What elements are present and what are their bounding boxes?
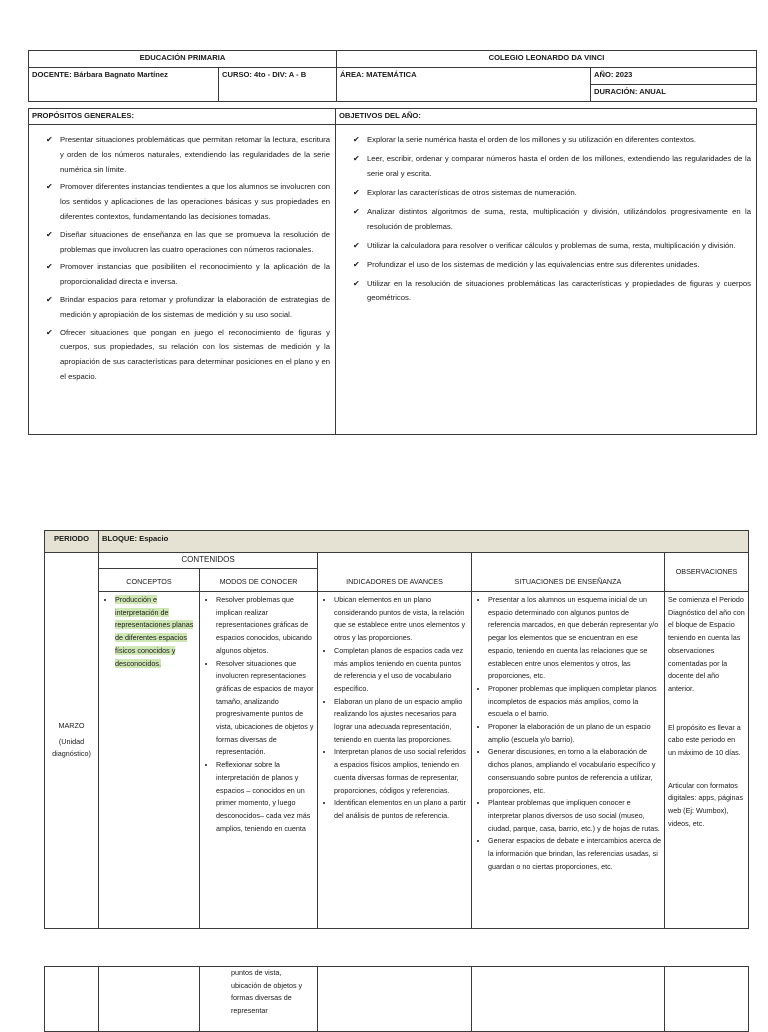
checkmark-icon: ✔ bbox=[46, 182, 53, 192]
observacion-paragraph: El propósito es llevar a cabo este periodo en un máximo de 10 días. bbox=[668, 722, 741, 758]
checkmark-icon: ✔ bbox=[353, 187, 360, 197]
objective-item bbox=[341, 258, 751, 273]
purposes-table bbox=[28, 108, 757, 435]
situacion-item-text: Presentar a los alumnos un esquema inicial de un espacio determinado con algunos puntos de referencia marcados, en que deberán representar y/o pegar los elementos que se encuentran en ese espacio, teniendo en cuenta las relaciones que se establecen entre unos elementos y otros, las proporciones, etc. bbox=[488, 595, 659, 681]
situacion-item bbox=[488, 835, 662, 873]
objective-item-text: Profundizar el uso de los sistemas de medición y las equivalencias entre sus diferentes unidades. bbox=[367, 259, 700, 269]
indicador-item bbox=[334, 797, 469, 822]
purpose-item-text: Brindar espacios para retomar y profundizar la elaboración de estrategias de medición y apropiación de los sistemas de medición y su uso social. bbox=[60, 294, 330, 319]
modo-item-text: Reflexionar sobre la interpretación de planos y espacios – conocidos en un primer momento, y luego desconocidos– cada vez más amplios, teniendo en cuenta bbox=[216, 760, 311, 833]
observacion-paragraph: Se comienza el Periodo Diagnóstico del año con el bloque de Espacio teniendo en cuenta las observaciones comentadas por la docente del año anterior. bbox=[668, 595, 745, 693]
modo-item-text: Resolver situaciones que involucren representaciones gráficas de espacios de mayor tamaño, analizando progresivamente puntos de vista, ubicaciones de objetos y formas diversas de representación. bbox=[216, 658, 314, 757]
checkmark-icon: ✔ bbox=[46, 229, 53, 239]
objective-item bbox=[341, 239, 751, 254]
purpose-item-text: Promover diferentes instancias tendientes a que los alumnos se involucren con los sentidos y aplicaciones de las operaciones básicas y sus propiedades en diferentes contextos, fundamentando las decisiones tomadas. bbox=[60, 182, 330, 221]
checkmark-icon: ✔ bbox=[353, 206, 360, 216]
objective-item bbox=[341, 277, 751, 307]
duracion: DURACIÓN: ANUAL bbox=[591, 85, 757, 102]
situaciones-list bbox=[472, 592, 664, 873]
purposes-title: PROPÓSITOS GENERALES: bbox=[29, 109, 335, 125]
periodo-header: PERIODO bbox=[45, 531, 99, 553]
objective-item bbox=[341, 152, 751, 182]
checkmark-icon: ✔ bbox=[46, 294, 53, 304]
indicador-item-text: Identifican elementos en un plano a partir del análisis de puntos de referencia. bbox=[334, 798, 466, 820]
modo-item bbox=[216, 658, 315, 760]
situacion-item-text: Proponer problemas que impliquen completar planos incompletos de espacios más amplios, como la escuela o el barrio. bbox=[488, 683, 657, 719]
purpose-item bbox=[34, 326, 330, 385]
indicadores-list bbox=[318, 592, 471, 823]
planning-table bbox=[44, 530, 749, 929]
docente: DOCENTE: Bárbara Bagnato Martínez bbox=[29, 68, 219, 102]
periodo-cell bbox=[45, 553, 99, 929]
conceptos-cell bbox=[99, 592, 200, 929]
situacion-item bbox=[488, 797, 662, 835]
objective-item-text: Utilizar en la resolución de situaciones problemáticas las características y propiedades de figuras y cuerpos geométricos. bbox=[367, 278, 751, 303]
observacion-paragraph: Articular con formatos digitales: apps, páginas web (Ej: Wumbox), videos, etc. bbox=[668, 780, 744, 828]
indicador-item bbox=[334, 594, 469, 645]
modos-header: MODOS DE CONOCER bbox=[200, 569, 318, 592]
school-level: EDUCACIÓN PRIMARIA bbox=[29, 51, 337, 68]
modos-continuation: puntos de vista, ubicación de objetos y formas diversas de representar bbox=[231, 968, 303, 1016]
situaciones-header: SITUACIONES DE ENSEÑANZA bbox=[472, 553, 665, 592]
modos-cell bbox=[200, 592, 318, 929]
periodo-value: MARZO bbox=[58, 720, 85, 730]
modo-item bbox=[216, 594, 315, 658]
situacion-item bbox=[488, 721, 662, 746]
situacion-item-text: Generar espacios de debate e intercambios acerca de la información que brindan, las referencias usadas, si guardan o no ciertas proporciones, etc. bbox=[488, 836, 662, 871]
situacion-item-text: Generar discusiones, en torno a la elaboración de dichos planos, ampliando el vocabulario específico y consensuando sobre puntos de referencia a utilizar, proporciones, etc. bbox=[488, 747, 656, 795]
header-table bbox=[28, 50, 757, 102]
purpose-item bbox=[34, 293, 330, 323]
purpose-item-text: Presentar situaciones problemáticas que permitan retomar la lectura, escritura y orden de los números naturales, extendiendo las regularidades de la serie numérica sin límite. bbox=[60, 135, 330, 174]
indicador-item-text: Interpretan planos de uso social referidos a espacios físicos amplios, teniendo en cuenta diversas formas de representar, proporciones, códigos y referencias. bbox=[334, 747, 466, 795]
cont-periodo-cell bbox=[45, 967, 99, 1032]
conceptos-list bbox=[99, 592, 199, 670]
purpose-item bbox=[34, 180, 330, 224]
cont-modos-cell bbox=[200, 967, 318, 1032]
checkmark-icon: ✔ bbox=[46, 327, 53, 337]
indicador-item bbox=[334, 746, 469, 797]
concepto-item-text: Producción e interpretación de representaciones planas de diferentes espacios físicos conocidos y desconocidos. bbox=[115, 595, 194, 668]
objective-item-text: Utilizar la calculadora para resolver o verificar cálculos y problemas de suma, resta, multiplicación y división. bbox=[367, 240, 736, 250]
area: ÁREA: MATEMÁTICA bbox=[337, 68, 591, 102]
indicadores-header: INDICADORES DE AVANCES bbox=[318, 553, 472, 592]
purposes-list bbox=[29, 125, 335, 394]
purpose-item-text: Ofrecer situaciones que pongan en juego el reconocimiento de figuras y cuerpos, sus propiedades, su relación con los sistemas de medición y la apropiación de sus características para determinar posiciones en el plano y en el espacio. bbox=[60, 327, 330, 381]
observaciones-header: OBSERVACIONES bbox=[665, 553, 749, 592]
situacion-item bbox=[488, 594, 662, 683]
purpose-item bbox=[34, 260, 330, 290]
observaciones-cell bbox=[665, 592, 749, 929]
modo-item-text: Resolver problemas que implican realizar representaciones gráficas de espacios conocidos, ubicando algunos objetos. bbox=[216, 595, 312, 655]
situacion-item-text: Proponer la elaboración de un plano de un espacio amplio (escuela y/o barrio). bbox=[488, 722, 651, 744]
cont-situaciones-cell bbox=[472, 967, 665, 1032]
objective-item bbox=[341, 133, 751, 148]
cont-observaciones-cell bbox=[665, 967, 749, 1032]
conceptos-header: CONCEPTOS bbox=[99, 569, 200, 592]
periodo-note: (Unidad diagnóstico) bbox=[52, 736, 91, 759]
modos-list bbox=[200, 592, 317, 835]
checkmark-icon: ✔ bbox=[353, 240, 360, 250]
objective-item-text: Explorar las características de otros sistemas de numeración. bbox=[367, 187, 577, 197]
cont-indicadores-cell bbox=[318, 967, 472, 1032]
situacion-item-text: Plantear problemas que impliquen conocer e interpretar planos diversos de uso social (museo, ciudad, parque, casa, barrio, etc.) y de hojas de rutas. bbox=[488, 798, 660, 833]
school-name: COLEGIO LEONARDO DA VINCI bbox=[337, 51, 757, 68]
purpose-item bbox=[34, 133, 330, 177]
purpose-item-text: Diseñar situaciones de enseñanza en las que se promueva la resolución de problemas que involucren las cuatro operaciones con números racionales. bbox=[60, 229, 330, 254]
checkmark-icon: ✔ bbox=[353, 153, 360, 163]
cont-conceptos-cell bbox=[99, 967, 200, 1032]
curso: CURSO: 4to - DIV: A - B bbox=[219, 68, 337, 102]
anio: AÑO: 2023 bbox=[591, 68, 757, 85]
bloque-header: BLOQUE: Espacio bbox=[99, 531, 749, 553]
planning-table-continued bbox=[44, 966, 749, 1032]
indicadores-cell bbox=[318, 592, 472, 929]
objectives-column bbox=[336, 109, 757, 435]
checkmark-icon: ✔ bbox=[353, 278, 360, 288]
purposes-column bbox=[29, 109, 336, 435]
contenidos-header: CONTENIDOS bbox=[99, 553, 318, 569]
objective-item-text: Explorar la serie numérica hasta el orden de los millones y su utilización en diferentes contextos. bbox=[367, 135, 697, 144]
objective-item-text: Leer, escribir, ordenar y comparar números hasta el orden de los millones, extendiendo las regularidades de la serie oral y escrita. bbox=[367, 153, 751, 178]
objective-item bbox=[341, 186, 751, 201]
indicador-item-text: Elaboran un plano de un espacio amplio realizando los ajustes necesarios para lograr una adecuada representación, teniendo en cuenta las proporciones. bbox=[334, 696, 463, 744]
objectives-title: OBJETIVOS DEL AÑO: bbox=[336, 109, 756, 125]
situacion-item bbox=[488, 746, 662, 797]
purpose-item bbox=[34, 228, 330, 258]
modo-item bbox=[216, 759, 315, 835]
concepto-item bbox=[115, 594, 197, 670]
objective-item bbox=[341, 205, 751, 235]
indicador-item-text: Completan planos de espacios cada vez más amplios teniendo en cuenta puntos de referencia y el uso de vocabulario específico. bbox=[334, 645, 464, 693]
objectives-list bbox=[336, 125, 756, 316]
checkmark-icon: ✔ bbox=[353, 135, 360, 144]
indicador-item-text: Ubican elementos en un plano considerando puntos de vista, la relación que se establece entre unos elementos y otros y las proporciones. bbox=[334, 595, 466, 643]
indicador-item bbox=[334, 645, 469, 696]
situaciones-cell bbox=[472, 592, 665, 929]
checkmark-icon: ✔ bbox=[46, 262, 53, 272]
indicador-item bbox=[334, 696, 469, 747]
objective-item-text: Analizar distintos algoritmos de suma, resta, multiplicación y división, utilizándolos progresivamente en la resolución de problemas. bbox=[367, 206, 751, 231]
purpose-item-text: Promover instancias que posibiliten el reconocimiento y la aplicación de la proporcionalidad directa e inversa. bbox=[60, 262, 330, 287]
situacion-item bbox=[488, 683, 662, 721]
checkmark-icon: ✔ bbox=[46, 135, 53, 144]
checkmark-icon: ✔ bbox=[353, 259, 360, 269]
